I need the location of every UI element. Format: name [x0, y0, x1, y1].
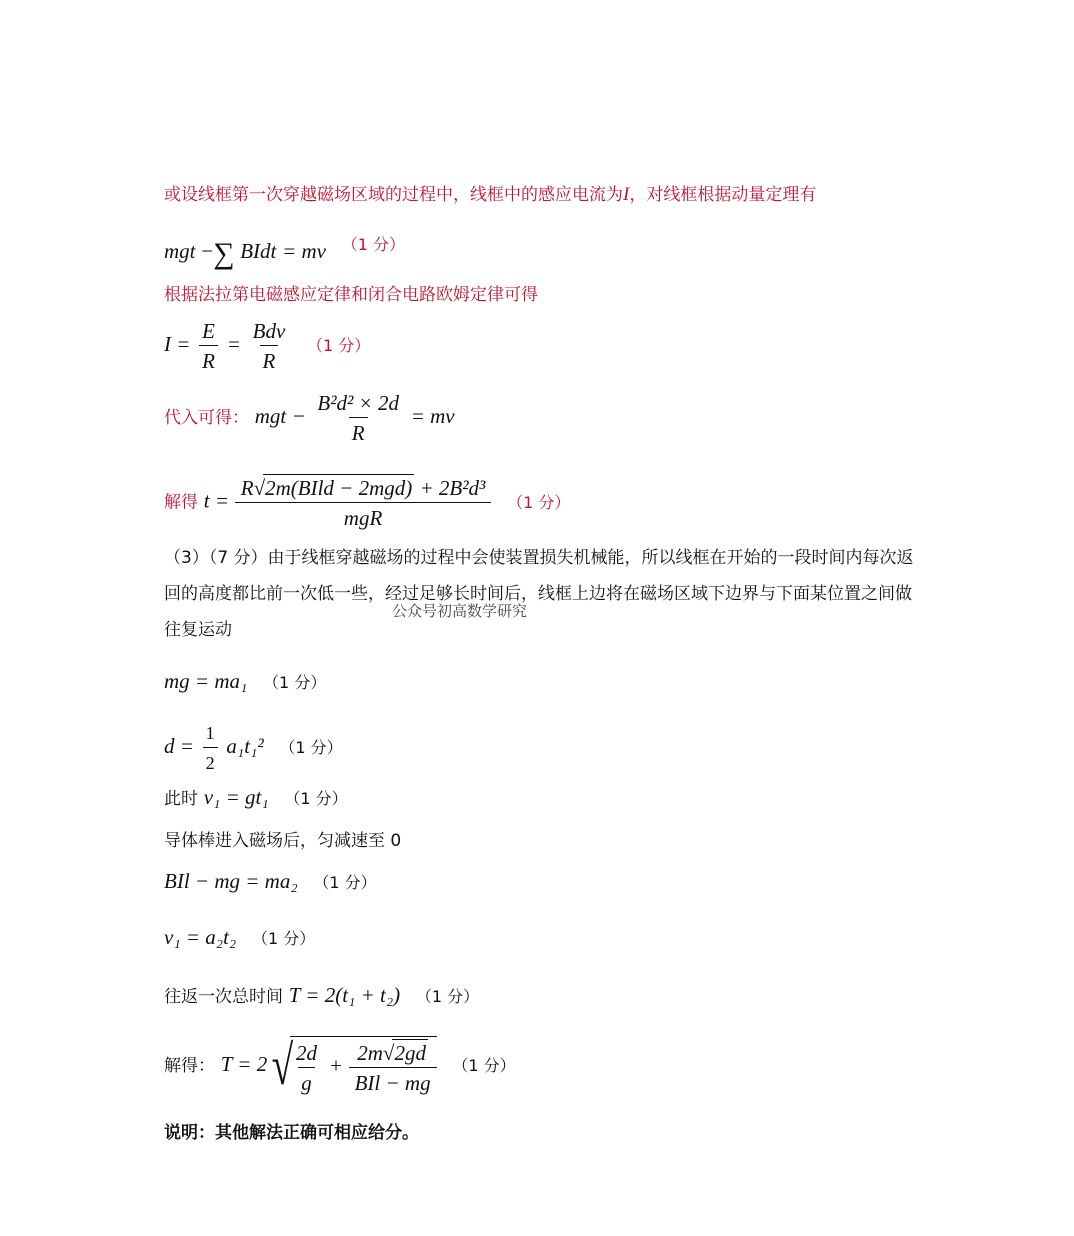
score-badge: （1 分）	[279, 738, 343, 757]
eq7-label: 此时	[164, 789, 198, 809]
eq1-term: BIdt	[240, 239, 277, 263]
score-badge: （1 分）	[341, 235, 406, 254]
score-badge: （1 分）	[307, 336, 371, 355]
eq11-plus: +	[328, 1053, 343, 1078]
eq10-expr: T = 2(t₁ + t₂)	[288, 983, 401, 1007]
score-badge: （1 分）	[284, 789, 348, 808]
equation-current	[164, 318, 370, 374]
equation-eq8	[164, 868, 377, 896]
intro-line	[164, 182, 816, 208]
eq8-expr: BIl − mg = ma₂	[164, 869, 298, 893]
eq3-rhs: = mv	[410, 404, 455, 428]
score-badge: （1 分）	[251, 929, 316, 948]
watermark: 公众号初高数学研究	[392, 602, 528, 620]
note-line: 说明：其他解法正确可相应给分。	[164, 1123, 419, 1143]
intro-text: 或设线框第一次穿越磁场区域的过程中，线框中的感应电流为	[164, 185, 623, 205]
solve-label: 解得	[164, 492, 198, 513]
sqrt-symbol: √	[271, 1035, 294, 1097]
part3-paragraph: （3）（7 分）由于线框穿越磁场的过程中会使装置损失机械能，所以线框在开始的一段时间内每次返回的高度都比前一次低一些，经过足够长时间后，线框上边将在磁场区域下边界与下面某位置之间做往复运动	[164, 548, 914, 640]
equation-eq5	[164, 668, 326, 696]
eq11-fraction-1: $\frac{2d}{g}$	[295, 1040, 317, 1095]
eq10-label: 往返一次总时间	[164, 987, 283, 1007]
score-badge: （1 分）	[415, 987, 480, 1006]
eq6-rhs: a₁t₁²	[226, 734, 264, 758]
eq2-fraction-2: $\frac{\text{Bdv}}{R}$	[252, 319, 286, 373]
equation-momentum	[164, 232, 406, 270]
score-badge: （1 分）	[263, 673, 327, 692]
equation-eq6	[164, 720, 343, 776]
eq1-lhs: mgt	[164, 239, 196, 263]
eq7-expr: v₁ = gt₁	[203, 785, 269, 809]
law-line: 根据法拉第电磁感应定律和闭合电路欧姆定律可得	[164, 285, 538, 305]
eq11-radicand	[290, 1036, 437, 1096]
equation-eq9	[164, 924, 315, 952]
equation-solve-t	[164, 474, 570, 531]
substitute-label: 代入可得：	[164, 408, 249, 428]
eq5-expr: mg = ma₁	[164, 669, 248, 693]
eq6-lhs: d =	[164, 734, 194, 758]
final-label: 解得：	[164, 1056, 215, 1076]
equation-final	[164, 1036, 516, 1096]
decel-line: 导体棒进入磁场后，匀减速至 0	[164, 831, 402, 851]
eq9-expr: v₁ = a₂t₂	[164, 925, 237, 949]
score-badge: （1 分）	[313, 873, 377, 892]
eq4-lhs: t =	[203, 488, 229, 513]
eq3-fraction: $\frac{\text{B²d² × 2d}}{R}$	[317, 391, 399, 445]
eq1-sigma: ∑	[213, 237, 235, 270]
intro-tail: ，对线框根据动量定理有	[629, 185, 817, 205]
eq11-fraction-2: $\frac{2m√2gd}{\text{BIl − mg}}$	[352, 1039, 434, 1096]
eq4-fraction: $\frac{\text{R√2m(BIld − 2mgd) + 2B²d³}}{\text{mgR}}$	[238, 474, 489, 531]
equation-eq7	[164, 784, 348, 812]
eq2-equals: =	[226, 332, 241, 356]
eq3-lhs: mgt −	[254, 404, 306, 428]
equation-substitute	[164, 390, 455, 446]
eq6-fraction: $\frac{1}{2}$	[203, 720, 218, 776]
score-badge: （1 分）	[507, 492, 571, 512]
eq1-minus: −	[201, 239, 214, 263]
eq11-lhs: T = 2	[220, 1052, 268, 1076]
score-badge: （1 分）	[452, 1056, 516, 1075]
eq2-fraction-1: $\frac{E}{R}$	[199, 318, 218, 374]
eq2-lhs: I =	[164, 332, 191, 356]
intro-variable: I	[623, 184, 630, 205]
equation-eq10	[164, 982, 479, 1010]
eq1-rhs: = mv	[282, 239, 327, 263]
